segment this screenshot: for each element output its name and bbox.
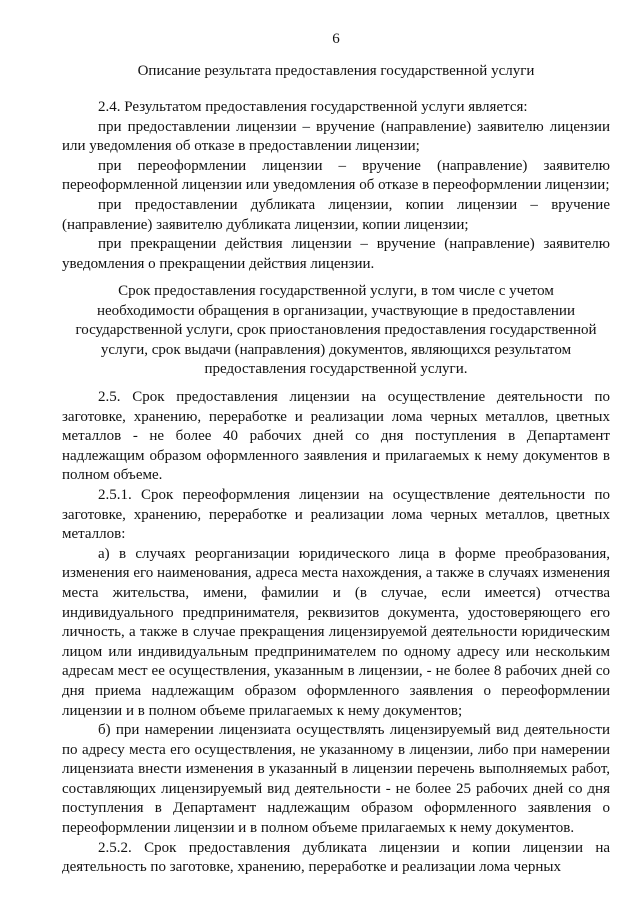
paragraph-2-5-2: 2.5.2. Срок предоставления дубликата лицензии и копии лицензии на деятельность по заготовке, хранению, переработке и реализации лома черных: [62, 839, 610, 876]
paragraph-2-5-1: 2.5.1. Срок переоформления лицензии на осуществление деятельности по заготовке, хранению, переработке и реализации лома черных металлов, цветных металлов:: [62, 486, 610, 543]
heading-line: государственной услуги, срок приостановления предоставления государственной: [75, 322, 597, 339]
paragraph-2-4: 2.4. Результатом предоставления государственной услуги является:: [98, 99, 528, 115]
paragraph-license-grant: при предоставлении лицензии – вручение (направление) заявителю лицензии или уведомления об отказе в предоставлении лицензии;: [62, 118, 610, 155]
section-heading-result: Описание результата предоставления государственной услуги: [137, 63, 535, 79]
section-body-terms: [62, 388, 610, 878]
paragraph-license-duplicate: при предоставлении дубликата лицензии, копии лицензии – вручение (направление) заявителю дубликата лицензии, копии лицензии;: [62, 196, 610, 233]
page-number: 6: [332, 31, 340, 47]
paragraph-2-5: 2.5. Срок предоставления лицензии на осуществление деятельности по заготовке, хранению, переработке и реализации лома черных металлов, цветных металлов - не более 40 рабочих дней со дня поступления в Департамент надлежащим образом оформленного заявления и прилагаемых к нему документов в полном объеме.: [62, 389, 610, 484]
paragraph-license-termination: при прекращении действия лицензии – вручение (направление) заявителю уведомления о прекращении действия лицензии.: [62, 236, 610, 272]
heading-line: необходимости обращения в организации, участвующие в предоставлении: [97, 302, 575, 319]
paragraph-license-reissue: при переоформлении лицензии – вручение (направление) заявителю переоформленной лицензии или уведомления об отказе в переоформлении лицензии;: [62, 157, 610, 194]
section-body-result: [62, 98, 610, 274]
heading-line: предоставления государственной услуги.: [204, 361, 468, 378]
section-heading-terms: [62, 282, 610, 380]
heading-line: услуги, срок выдачи (направления) документов, являющихся результатом: [100, 341, 572, 358]
paragraph-2-5-1-b: б) при намерении лицензиата осуществлять лицензируемый вид деятельности по адресу места его осуществления, не указанному в лицензии, либо при намерении лицензиата внести изменения в указанный в лицензии перечень выполняемых работ, составляющих лицензируемый вид деятельности - не более 25 рабочих дней со дня поступления в Департамент надлежащим образом оформленного заявления о переоформлении лицензии и в полном объеме прилагаемых к нему документов.: [62, 722, 610, 837]
paragraph-2-5-1-a: а) в случаях реорганизации юридического лица в форме преобразования, изменения его наименования, адреса места нахождения, а также в случаях изменения места жительства, имени, фамилии и (в случае, если имеется) отчества индивидуального предпринимателя, реквизитов документа, удостоверяющего его личность, а также в случае прекращения лицензируемой деятельности юридическим лицом или индивидуальным предпринимателем по одному адресу или нескольким адресам мест ее осуществления, указанным в лицензии, - не более 8 рабочих дней со дня приема надлежащим образом оформленного заявления о переоформлении лицензии и в полном объеме прилагаемых к нему документов;: [62, 545, 610, 719]
heading-line: Срок предоставления государственной услуги, в том числе с учетом: [118, 283, 554, 299]
